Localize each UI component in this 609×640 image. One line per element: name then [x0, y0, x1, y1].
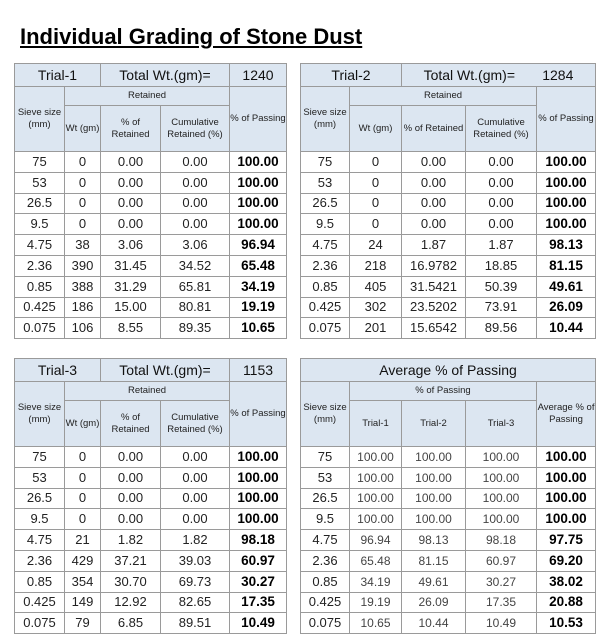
percent-retained: 23.5202 — [402, 297, 466, 318]
retained-header: Retained — [65, 382, 230, 401]
percent-passing: 30.27 — [230, 571, 287, 592]
total-weight-label: Total Wt.(gm)= — [101, 64, 230, 87]
table-row — [15, 152, 287, 173]
trial-1-passing: 34.19 — [350, 571, 402, 592]
trial-3-passing: 100.00 — [466, 467, 537, 488]
trial-3-passing: 30.27 — [466, 571, 537, 592]
page-title: Individual Grading of Stone Dust — [20, 24, 363, 49]
table-row — [301, 235, 596, 256]
weight: 201 — [350, 318, 402, 339]
percent-passing-header: % of Passing — [537, 87, 596, 152]
retained-header: Retained — [65, 87, 230, 106]
percent-retained: 8.55 — [101, 318, 161, 339]
percent-retained: 0.00 — [402, 193, 466, 214]
table-row — [15, 214, 287, 235]
trial-1-passing: 96.94 — [350, 530, 402, 551]
trial-1-passing: 100.00 — [350, 488, 402, 509]
percent-retained: 0.00 — [402, 152, 466, 173]
trial-3-passing: 17.35 — [466, 592, 537, 613]
sieve-size: 2.36 — [301, 550, 350, 571]
total-weight-label: Total Wt.(gm)= — [423, 67, 515, 83]
percent-passing-header: % of Passing — [230, 87, 287, 152]
sieve-size: 26.5 — [301, 488, 350, 509]
trial-1-header: Trial-1 — [350, 401, 402, 447]
table-row — [301, 613, 596, 634]
weight-header: Wt (gm) — [350, 106, 402, 152]
percent-passing: 100.00 — [537, 152, 596, 173]
percent-retained: 0.00 — [402, 172, 466, 193]
weight: 0 — [65, 509, 101, 530]
cumulative-retained: 18.85 — [466, 255, 537, 276]
table-row — [301, 530, 596, 551]
sieve-size: 0.85 — [301, 571, 350, 592]
sieve-size: 9.5 — [15, 509, 65, 530]
cumulative-retained: 73.91 — [466, 297, 537, 318]
sieve-size: 0.075 — [15, 318, 65, 339]
percent-retained: 16.9782 — [402, 255, 466, 276]
trial-name: Trial-1 — [15, 64, 101, 87]
weight: 0 — [65, 193, 101, 214]
percent-retained: 37.21 — [101, 550, 161, 571]
percent-retained: 3.06 — [101, 235, 161, 256]
percent-passing: 100.00 — [230, 214, 287, 235]
cumulative-retained: 3.06 — [161, 235, 230, 256]
sieve-size: 0.85 — [301, 276, 350, 297]
weight: 79 — [65, 613, 101, 634]
percent-passing: 19.19 — [230, 297, 287, 318]
percent-retained-header: % of Retained — [101, 106, 161, 152]
percent-retained: 30.70 — [101, 571, 161, 592]
percent-retained: 0.00 — [101, 152, 161, 173]
sieve-size: 0.85 — [15, 276, 65, 297]
percent-passing: 34.19 — [230, 276, 287, 297]
trial-1-passing: 19.19 — [350, 592, 402, 613]
table-row — [15, 550, 287, 571]
trial-2-passing: 26.09 — [402, 592, 466, 613]
weight: 0 — [65, 467, 101, 488]
sieve-size: 4.75 — [15, 235, 65, 256]
weight: 0 — [350, 152, 402, 173]
table-row — [301, 276, 596, 297]
average-passing: 38.02 — [537, 571, 596, 592]
cumulative-retained: 0.00 — [466, 193, 537, 214]
percent-passing: 100.00 — [230, 172, 287, 193]
cumulative-retained-header: Cumulative Retained (%) — [161, 106, 230, 152]
sieve-size: 4.75 — [15, 530, 65, 551]
cumulative-retained: 50.39 — [466, 276, 537, 297]
weight: 388 — [65, 276, 101, 297]
cumulative-retained-header: Cumulative Retained (%) — [161, 401, 230, 447]
average-passing-table — [300, 358, 596, 634]
trial-name: Trial-2 — [301, 64, 402, 87]
table-row — [15, 488, 287, 509]
trial-2-header: Trial-2 — [402, 401, 466, 447]
sieve-size: 0.425 — [301, 297, 350, 318]
percent-passing: 100.00 — [537, 214, 596, 235]
percent-passing: 98.13 — [537, 235, 596, 256]
sieve-size: 4.75 — [301, 530, 350, 551]
percent-passing: 100.00 — [537, 172, 596, 193]
table-row — [15, 530, 287, 551]
trial-1-table — [14, 63, 287, 339]
table-row — [15, 613, 287, 634]
trial-3-passing: 98.18 — [466, 530, 537, 551]
sieve-size: 26.5 — [301, 193, 350, 214]
percent-passing: 100.00 — [230, 447, 287, 468]
sieve-size: 53 — [15, 467, 65, 488]
trial-2-passing: 100.00 — [402, 488, 466, 509]
trial-1-passing: 100.00 — [350, 447, 402, 468]
percent-passing: 81.15 — [537, 255, 596, 276]
cumulative-retained: 80.81 — [161, 297, 230, 318]
table-row — [301, 447, 596, 468]
percent-passing: 100.00 — [537, 193, 596, 214]
average-passing: 100.00 — [537, 467, 596, 488]
percent-retained: 0.00 — [101, 509, 161, 530]
percent-retained: 0.00 — [101, 447, 161, 468]
weight: 390 — [65, 255, 101, 276]
table-row — [15, 447, 287, 468]
cumulative-retained: 0.00 — [161, 509, 230, 530]
trial-2-table — [300, 63, 596, 339]
trial-2-passing: 81.15 — [402, 550, 466, 571]
weight: 0 — [350, 193, 402, 214]
weight: 0 — [65, 172, 101, 193]
percent-passing: 26.09 — [537, 297, 596, 318]
percent-passing: 98.18 — [230, 530, 287, 551]
cumulative-retained: 34.52 — [161, 255, 230, 276]
total-weight-value: 1153 — [230, 359, 287, 382]
percent-retained: 0.00 — [402, 214, 466, 235]
percent-passing: 10.44 — [537, 318, 596, 339]
trial-2-passing: 10.44 — [402, 613, 466, 634]
average-passing: 100.00 — [537, 447, 596, 468]
weight: 24 — [350, 235, 402, 256]
percent-passing: 65.48 — [230, 255, 287, 276]
trial-name: Trial-3 — [15, 359, 101, 382]
total-weight-value: 1240 — [230, 64, 287, 87]
sieve-size: 75 — [301, 447, 350, 468]
cumulative-retained: 0.00 — [161, 214, 230, 235]
weight: 106 — [65, 318, 101, 339]
cumulative-retained: 89.35 — [161, 318, 230, 339]
table-row — [301, 255, 596, 276]
trial-3-passing: 100.00 — [466, 509, 537, 530]
table-row — [301, 571, 596, 592]
percent-retained: 12.92 — [101, 592, 161, 613]
cumulative-retained: 0.00 — [466, 214, 537, 235]
cumulative-retained: 0.00 — [466, 172, 537, 193]
sieve-size: 75 — [301, 152, 350, 173]
sieve-size: 9.5 — [301, 214, 350, 235]
sieve-size: 0.425 — [15, 592, 65, 613]
percent-retained: 15.6542 — [402, 318, 466, 339]
table-row — [301, 592, 596, 613]
sieve-size: 75 — [15, 152, 65, 173]
sieve-size: 75 — [15, 447, 65, 468]
weight: 0 — [65, 214, 101, 235]
cumulative-retained: 0.00 — [161, 488, 230, 509]
percent-passing: 100.00 — [230, 193, 287, 214]
cumulative-retained: 0.00 — [161, 447, 230, 468]
trial-3-passing: 60.97 — [466, 550, 537, 571]
cumulative-retained: 0.00 — [466, 152, 537, 173]
trial-2-passing: 49.61 — [402, 571, 466, 592]
percent-retained: 31.5421 — [402, 276, 466, 297]
table-row — [301, 550, 596, 571]
cumulative-retained: 82.65 — [161, 592, 230, 613]
weight: 0 — [350, 214, 402, 235]
cumulative-retained: 89.56 — [466, 318, 537, 339]
table-row — [15, 276, 287, 297]
sieve-size: 0.075 — [15, 613, 65, 634]
percent-passing: 17.35 — [230, 592, 287, 613]
trial-3-table — [14, 358, 287, 634]
weight: 218 — [350, 255, 402, 276]
cumulative-retained: 89.51 — [161, 613, 230, 634]
percent-retained: 0.00 — [101, 467, 161, 488]
trial-1-passing: 100.00 — [350, 467, 402, 488]
sieve-size-header: Sieve size (mm) — [301, 87, 350, 152]
weight: 354 — [65, 571, 101, 592]
percent-passing: 49.61 — [537, 276, 596, 297]
weight-header: Wt (gm) — [65, 106, 101, 152]
sieve-size: 2.36 — [301, 255, 350, 276]
weight: 38 — [65, 235, 101, 256]
table-row — [301, 297, 596, 318]
total-weight — [402, 64, 596, 87]
sieve-size-header: Sieve size (mm) — [301, 382, 350, 447]
trial-1-passing: 10.65 — [350, 613, 402, 634]
cumulative-retained: 0.00 — [161, 172, 230, 193]
sieve-size-header: Sieve size (mm) — [15, 87, 65, 152]
sieve-size: 4.75 — [301, 235, 350, 256]
percent-passing-group-header: % of Passing — [350, 382, 537, 401]
percent-retained-header: % of Retained — [101, 401, 161, 447]
sieve-size: 0.425 — [15, 297, 65, 318]
percent-retained: 0.00 — [101, 172, 161, 193]
trial-2-passing: 100.00 — [402, 447, 466, 468]
cumulative-retained: 65.81 — [161, 276, 230, 297]
percent-retained-header: % of Retained — [402, 106, 466, 152]
percent-passing: 10.49 — [230, 613, 287, 634]
percent-passing: 60.97 — [230, 550, 287, 571]
table-row — [301, 214, 596, 235]
percent-retained: 1.82 — [101, 530, 161, 551]
weight: 0 — [65, 447, 101, 468]
cumulative-retained: 0.00 — [161, 193, 230, 214]
sieve-size: 53 — [301, 172, 350, 193]
sieve-size: 2.36 — [15, 255, 65, 276]
table-row — [15, 592, 287, 613]
weight: 21 — [65, 530, 101, 551]
cumulative-retained: 0.00 — [161, 152, 230, 173]
sieve-size: 0.85 — [15, 571, 65, 592]
table-row — [15, 255, 287, 276]
table-row — [15, 297, 287, 318]
sieve-size: 26.5 — [15, 193, 65, 214]
table-row — [301, 152, 596, 173]
percent-passing: 100.00 — [230, 467, 287, 488]
average-title: Average % of Passing — [301, 359, 596, 382]
sieve-size-header: Sieve size (mm) — [15, 382, 65, 447]
percent-passing: 10.65 — [230, 318, 287, 339]
trial-2-passing: 100.00 — [402, 509, 466, 530]
table-row — [15, 467, 287, 488]
table-row — [15, 318, 287, 339]
sieve-size: 53 — [15, 172, 65, 193]
trial-3-passing: 10.49 — [466, 613, 537, 634]
sieve-size: 9.5 — [15, 214, 65, 235]
sieve-size: 53 — [301, 467, 350, 488]
trial-1-passing: 100.00 — [350, 509, 402, 530]
weight: 302 — [350, 297, 402, 318]
sieve-size: 0.075 — [301, 613, 350, 634]
retained-header: Retained — [350, 87, 537, 106]
weight: 405 — [350, 276, 402, 297]
table-row — [301, 467, 596, 488]
average-passing: 10.53 — [537, 613, 596, 634]
average-passing: 100.00 — [537, 488, 596, 509]
cumulative-retained: 1.82 — [161, 530, 230, 551]
sieve-size: 26.5 — [15, 488, 65, 509]
percent-passing: 100.00 — [230, 152, 287, 173]
percent-retained: 1.87 — [402, 235, 466, 256]
trial-3-passing: 100.00 — [466, 447, 537, 468]
average-passing: 69.20 — [537, 550, 596, 571]
sieve-size: 2.36 — [15, 550, 65, 571]
weight: 0 — [350, 172, 402, 193]
percent-retained: 6.85 — [101, 613, 161, 634]
weight: 429 — [65, 550, 101, 571]
table-row — [301, 488, 596, 509]
table-row — [301, 318, 596, 339]
percent-retained: 0.00 — [101, 193, 161, 214]
percent-passing: 96.94 — [230, 235, 287, 256]
table-row — [15, 571, 287, 592]
table-row — [15, 509, 287, 530]
weight: 149 — [65, 592, 101, 613]
table-row — [301, 509, 596, 530]
percent-passing: 100.00 — [230, 509, 287, 530]
weight: 0 — [65, 152, 101, 173]
percent-passing-header: % of Passing — [230, 382, 287, 447]
sieve-size: 9.5 — [301, 509, 350, 530]
cumulative-retained: 69.73 — [161, 571, 230, 592]
average-passing: 97.75 — [537, 530, 596, 551]
percent-retained: 31.29 — [101, 276, 161, 297]
trial-2-passing: 98.13 — [402, 530, 466, 551]
trial-2-passing: 100.00 — [402, 467, 466, 488]
percent-passing: 100.00 — [230, 488, 287, 509]
table-row — [301, 172, 596, 193]
table-row — [15, 172, 287, 193]
percent-retained: 31.45 — [101, 255, 161, 276]
weight: 186 — [65, 297, 101, 318]
sieve-size: 0.425 — [301, 592, 350, 613]
average-passing-header: Average % of Passing — [537, 382, 596, 447]
cumulative-retained: 0.00 — [161, 467, 230, 488]
total-weight-value: 1284 — [542, 67, 574, 83]
trial-3-header: Trial-3 — [466, 401, 537, 447]
trial-1-passing: 65.48 — [350, 550, 402, 571]
table-row — [301, 193, 596, 214]
weight-header: Wt (gm) — [65, 401, 101, 447]
trial-3-passing: 100.00 — [466, 488, 537, 509]
percent-retained: 0.00 — [101, 488, 161, 509]
average-passing: 20.88 — [537, 592, 596, 613]
table-row — [15, 235, 287, 256]
percent-retained: 15.00 — [101, 297, 161, 318]
percent-retained: 0.00 — [101, 214, 161, 235]
average-passing: 100.00 — [537, 509, 596, 530]
weight: 0 — [65, 488, 101, 509]
sieve-size: 0.075 — [301, 318, 350, 339]
cumulative-retained: 39.03 — [161, 550, 230, 571]
cumulative-retained: 1.87 — [466, 235, 537, 256]
table-row — [15, 193, 287, 214]
total-weight-label: Total Wt.(gm)= — [101, 359, 230, 382]
cumulative-retained-header: Cumulative Retained (%) — [466, 106, 537, 152]
